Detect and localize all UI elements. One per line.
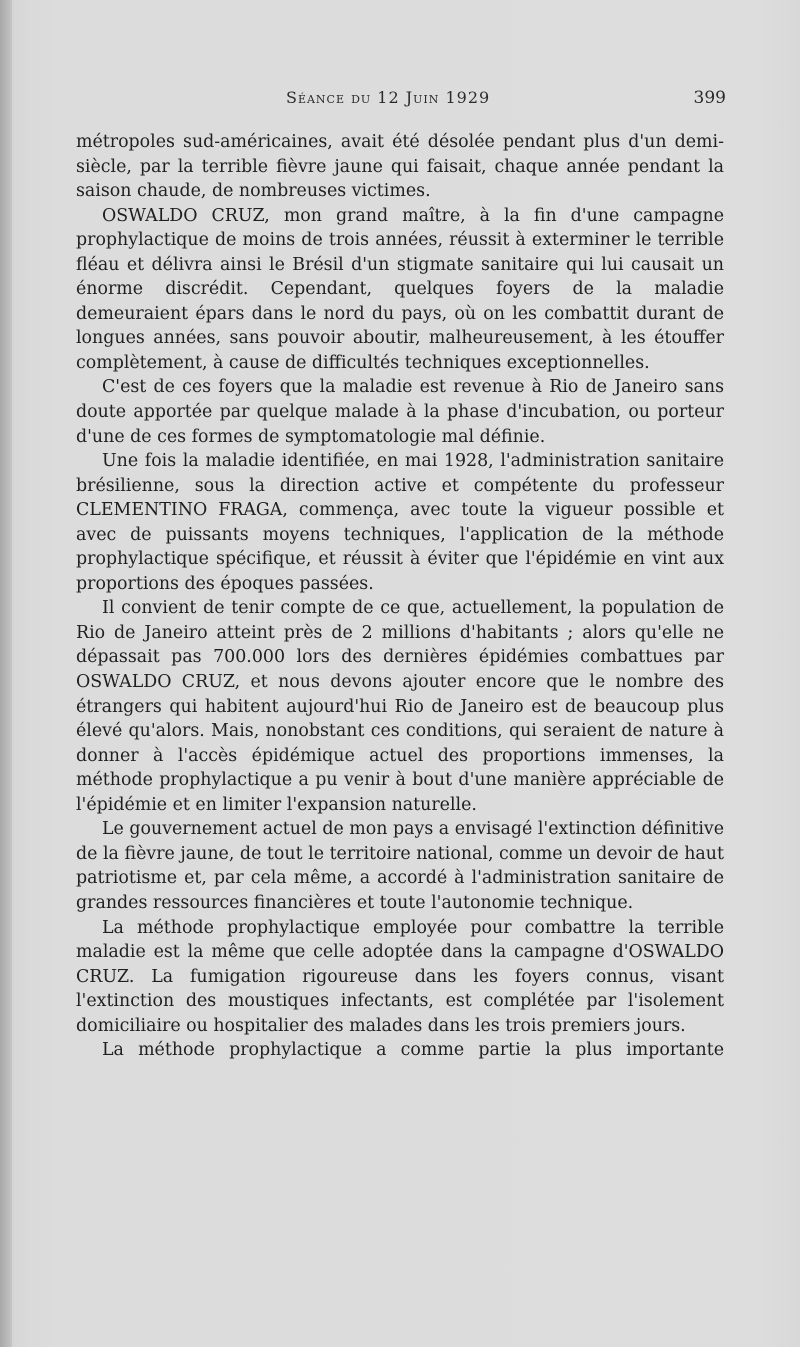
page-header — [76, 88, 726, 114]
paragraph-1: métropoles sud-américaines, avait été désolée pendant plus d'un demi-siècle, par la terrible fièvre jaune qui faisait, chaque année pendant la saison chaude, de nombreuses victimes. — [76, 132, 724, 202]
paragraph-3: C'est de ces foyers que la maladie est revenue à Rio de Janeiro sans doute apportée par quelque malade à la phase d'incubation, ou porteur d'une de ces formes de symptomatologie mal définie. — [76, 377, 724, 447]
paragraph-4: Une fois la maladie identifiée, en mai 1928, l'administration sanitaire brésilienne, sous la direction active et compétente du professeur CLEMENTINO FRAGA, commença, avec toute la vigueur possible et avec de puissants moyens techniques, l'application de la méthode prophylactique spécifique, et réussit à éviter que l'épidémie en vint aux proportions des époques passées. — [76, 451, 724, 594]
page-number: 399 — [693, 88, 726, 108]
body-text — [76, 130, 724, 1063]
paragraph-5: Il convient de tenir compte de ce que, actuellement, la population de Rio de Janeiro atteint près de 2 millions d'habitants ; alors qu'elle ne dépassait pas 700.000 lors des dernières épidémies combattues par OSWALDO CRUZ, et nous devons ajouter encore que le nombre des étrangers qui habitent aujourd'hui Rio de Janeiro est de beaucoup plus élevé qu'alors. Mais, nonobstant ces conditions, qui seraient de nature à donner à l'accès épidémique actuel des proportions immenses, la méthode prophylactique a pu venir à bout d'une manière appréciable de l'épidémie et en limiter l'expansion naturelle. — [76, 598, 724, 815]
page-binding-edge — [0, 0, 12, 1347]
paragraph-7: La méthode prophylactique employée pour combattre la terrible maladie est la même que celle adoptée dans la campagne d'OSWALDO CRUZ. La fumigation rigoureuse dans les foyers connus, visant l'extinction des moustiques infectants, est complétée par l'isolement domiciliaire ou hospitalier des malades dans les trois premiers jours. — [76, 917, 724, 1036]
paragraph-2: OSWALDO CRUZ, mon grand maître, à la fin d'une campagne prophylactique de moins de trois années, réussit à exterminer le terrible fléau et délivra ainsi le Brésil d'un stigmate sanitaire qui lui causait un énorme discrédit. Cependant, quelques foyers de la maladie demeuraient épars dans le nord du pays, où on les combattit durant de longues années, sans pouvoir aboutir, malheureusement, à les étouffer complètement, à cause de difficultés techniques exceptionnelles. — [76, 205, 724, 373]
paragraph-6: Le gouvernement actuel de mon pays a envisagé l'extinction définitive de la fièvre jaune, de tout le territoire national, comme un devoir de haut patriotisme et, par cela même, a accordé à l'administration sanitaire de grandes ressources financières et toute l'autonomie technique. — [76, 819, 724, 913]
running-title: Séance du 12 Juin 1929 — [286, 88, 491, 107]
paragraph-8: La méthode prophylactique a comme partie la plus importante — [102, 1040, 724, 1061]
